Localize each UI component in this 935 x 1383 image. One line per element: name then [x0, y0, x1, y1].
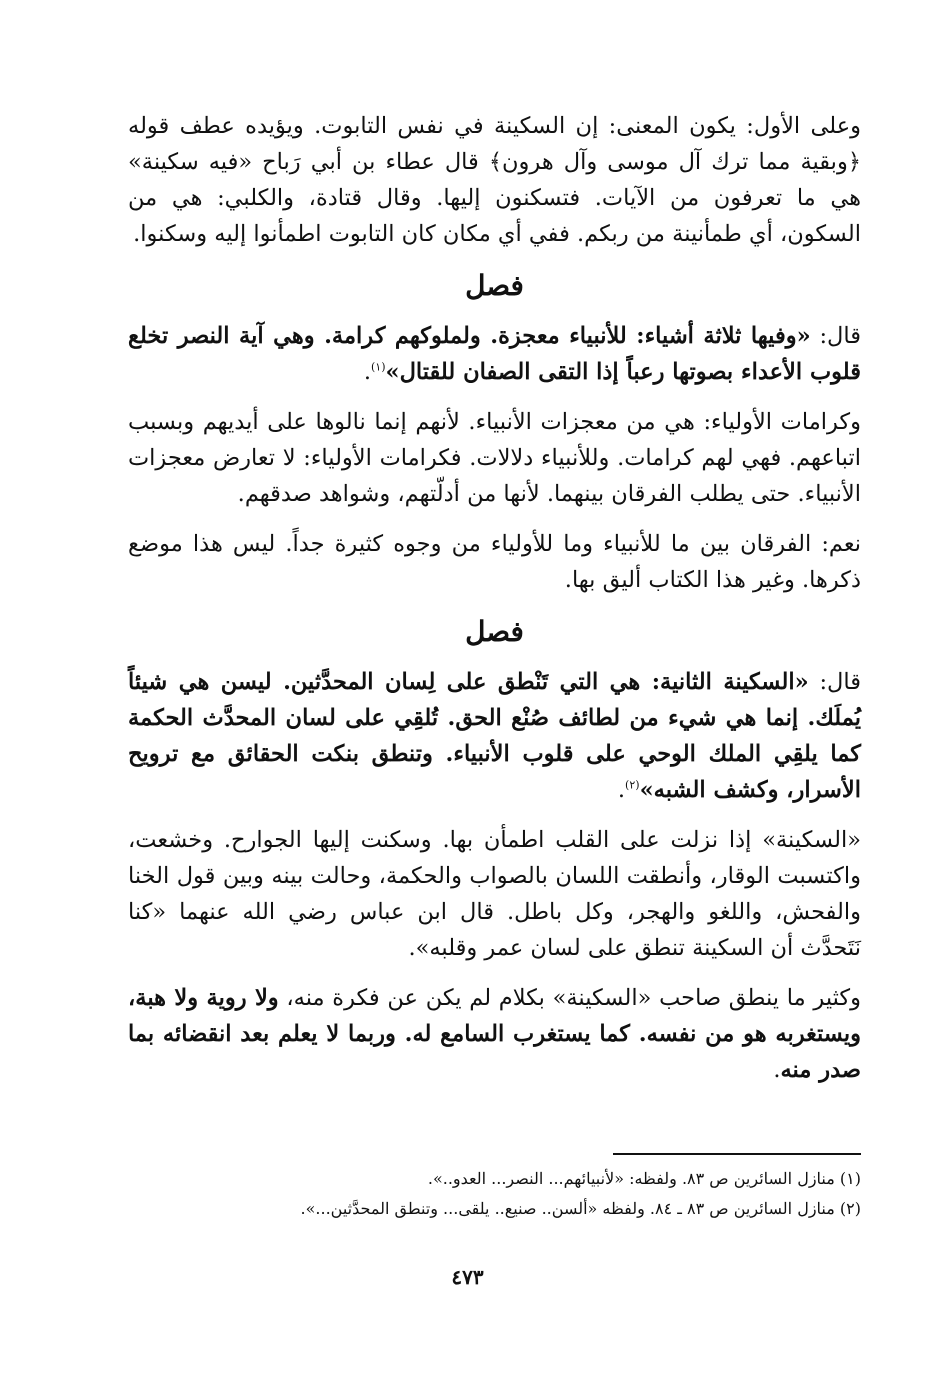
- footnotes: [128, 1164, 861, 1224]
- page-number: ٤٧٣: [451, 1265, 484, 1289]
- footnote-2: (٢) منازل السائرين ص ٨٣ ـ ٨٤. ولفظه «ألسن.. صنيع.. يلقى... وتنطق المحدَّثين...».: [300, 1199, 861, 1218]
- paragraph-difference: نعم: الفرقان بين ما للأنبياء وما للأولياء من وجوه كثيرة جداً. ليس هذا موضع ذكرها. وغير هذا الكتاب أليق بها.: [128, 531, 861, 593]
- paragraph-sakina-speech: [128, 980, 861, 1088]
- paragraph-quote-second-sakina: [128, 664, 861, 808]
- paragraph-karamat: وكرامات الأولياء: هي من معجزات الأنبياء. لأنهم إنما نالوها على أيديهم وبسبب اتباعهم. فهي لهم كرامات. وللأنبياء دلالات. فكرامات الأولياء: لا تعارض معجزات الأنبياء. حتى يطلب الفرقان بينهما. لأنها من أدلّتهم، وشواهد صدقهم.: [128, 409, 861, 507]
- paragraph-sakina-heart: «السكينة» إذا نزلت على القلب اطمأن بها. وسكنت إليها الجوارح. وخشعت، واكتسبت الوقار، وأنطقت اللسان بالصواب والحكمة، وحالت بينه وبين قول الخنا والفحش، واللغو والهجر، وكل باطل. قال ابن عباس رضي الله عنهما «كنا نَتَحدَّث أن السكينة تنطق على لسان عمر وقلبه».: [128, 827, 861, 961]
- paragraph-end: .: [773, 1057, 781, 1083]
- section-heading-1: فصل: [465, 269, 524, 302]
- quote-end: .: [617, 777, 626, 803]
- paragraph-text-bold: ولا روية ولا هبة، ويستغربه هو من نفسه. كما يستغرب السامع له. وربما لا يعلم بعد انقضائه بما صدر منه: [128, 985, 861, 1083]
- quote-text: «السكينة الثانية: هي التي تَنْطق على لِسان المحدَّثين. ليسن هي شيئاً يُملَك. إنما هي شيء من لطائف صُنْع الحق. تُلقِي على لسان المحدَّث الحكمة كما يلقِي الملك الوحي على قلوب الأنبياء. وتنطق بنكت الحقائق مع ترويح الأسرار، وكشف الشبه»: [128, 669, 861, 803]
- footnote-divider: [613, 1153, 861, 1155]
- paragraph-quote-three-things: [128, 318, 861, 390]
- quote-intro: قال:: [810, 323, 861, 349]
- paragraph-ark-tranquility: وعلى الأول: يكون المعنى: إن السكينة في نفس التابوت. ويؤيده عطف قوله ﴿وبقية مما ترك آل موسى وآل هرون﴾ قال عطاء بن أبي رَباح «فيه سكينة» هي ما تعرفون من الآيات. فتسكنون إليها. وقال قتادة، والكلبي: هي من السكون، أي طمأنينة من ربكم. ففي أي مكان كان التابوت اطمأنوا إليه وسكنوا.: [128, 113, 861, 247]
- quote-text: «وفيها ثلاثة أشياء: للأنبياء معجزة. ولملوكهم كرامة. وهي آية النصر تخلع قلوب الأعداء بصوتها رعباً إذا التقى الصفان للقتال»: [128, 323, 861, 385]
- quote-end: .: [363, 359, 371, 385]
- section-heading-2: فصل: [465, 615, 524, 648]
- paragraph-text: وكثير ما ينطق صاحب «السكينة» بكلام لم يكن عن فكرة منه،: [278, 985, 861, 1011]
- footnote-1: (١) منازل السائرين ص ٨٣. ولفظه: «لأنبيائهم... النصر... العدو..».: [427, 1169, 861, 1188]
- quote-intro: قال:: [808, 669, 861, 695]
- footnote-ref-2[interactable]: (٢): [625, 778, 640, 792]
- footnote-ref-1[interactable]: (١): [370, 360, 386, 374]
